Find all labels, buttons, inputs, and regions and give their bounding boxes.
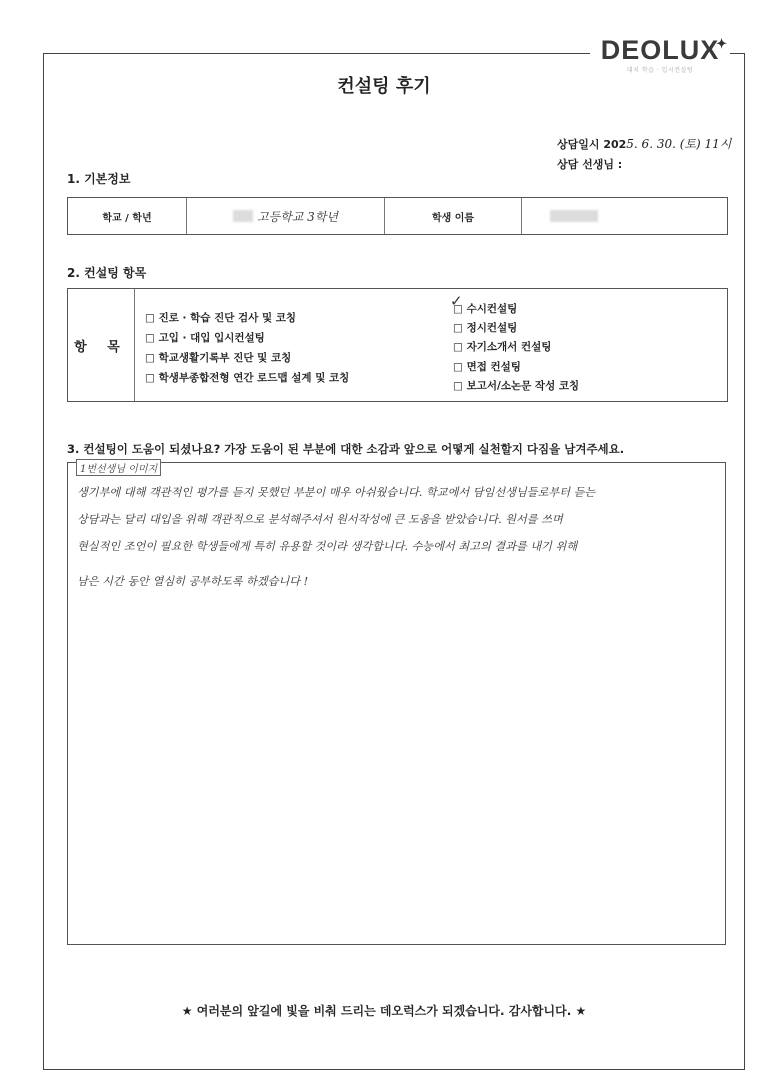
- redacted-student-name: [550, 210, 598, 222]
- page-title: 컨설팅 후기: [337, 76, 431, 97]
- item-checkbox-checked[interactable]: ✓ □ 수시컨설팅: [450, 292, 518, 315]
- check-mark-icon: ✓: [450, 292, 463, 310]
- item-checkbox[interactable]: □ 보고서/소논문 작성 코칭: [453, 380, 580, 392]
- footer-message: ★ 여러분의 앞길에 빛을 비춰 드리는 데오럭스가 되겠습니다. 감사합니다. ★: [181, 1004, 587, 1018]
- school-label: 학교 / 학년: [68, 198, 187, 234]
- school-value-cell: [187, 198, 385, 234]
- school-value: 고등학교 3학년: [256, 209, 338, 224]
- answer-tag: 1번선생님 이미지: [76, 459, 161, 476]
- logo-tagline: 대치 학습 · 입시컨설팅: [626, 67, 694, 74]
- answer-line: 생기부에 대해 객관적인 평가를 듣지 못했던 부분이 매우 아쉬웠습니다. 학교에서 담임선생님들로부터 듣는: [77, 486, 596, 499]
- item-checkbox[interactable]: □ 정시컨설팅: [453, 322, 518, 334]
- item-checkbox[interactable]: □ 면접 컨설팅: [453, 361, 521, 373]
- items-head: 항 목: [68, 289, 135, 401]
- answer-line: 상담과는 달리 대입을 위해 객관적으로 분석해주셔서 원서작성에 큰 도움을 받았습니다. 원서를 쓰며: [77, 513, 563, 526]
- consult-items-table: [67, 288, 728, 402]
- answer-textarea[interactable]: [67, 462, 726, 945]
- item-checkbox[interactable]: □ 진로 · 학습 진단 검사 및 코칭: [145, 312, 297, 324]
- logo-text: DEOLUX: [600, 35, 720, 65]
- section3-question: 3. 컨설팅이 도움이 되셨나요? 가장 도움이 된 부분에 대한 소감과 앞으로 어떻게 실천할지 다짐을 남겨주세요.: [67, 442, 625, 456]
- sparkle-icon: ✦: [716, 36, 728, 51]
- section2-heading: 2. 컨설팅 항목: [67, 266, 147, 280]
- basic-info-table: [67, 197, 728, 235]
- item-checkbox[interactable]: □ 자기소개서 컨설팅: [453, 341, 552, 353]
- student-label: 학생 이름: [385, 198, 522, 234]
- items-right: [445, 289, 727, 401]
- answer-line: 남은 시간 동안 열심히 공부하도록 하겠습니다 !: [77, 575, 309, 588]
- section1-heading: 1. 기본정보: [67, 172, 131, 186]
- redacted-school: [233, 210, 253, 222]
- date-label: 상담일시 202: [557, 138, 627, 151]
- items-left: [135, 289, 445, 401]
- item-checkbox[interactable]: □ 학교생활기록부 진단 및 코칭: [145, 352, 292, 364]
- consult-meta: [557, 134, 731, 175]
- answer-line: 현실적인 조언이 필요한 학생들에게 특히 유용할 것이라 생각합니다. 수능에서 최고의 결과를 내기 위해: [77, 540, 578, 553]
- teacher-label: 상담 선생님 :: [557, 158, 623, 171]
- item-checkbox[interactable]: □ 학생부종합전형 연간 로드맵 설계 및 코칭: [145, 372, 350, 384]
- brand-logo: [590, 32, 730, 76]
- item-checkbox[interactable]: □ 고입 · 대입 입시컨설팅: [145, 332, 265, 344]
- student-value-cell: [522, 198, 727, 234]
- date-value: 5. 6. 30. (토) 11시: [626, 137, 732, 151]
